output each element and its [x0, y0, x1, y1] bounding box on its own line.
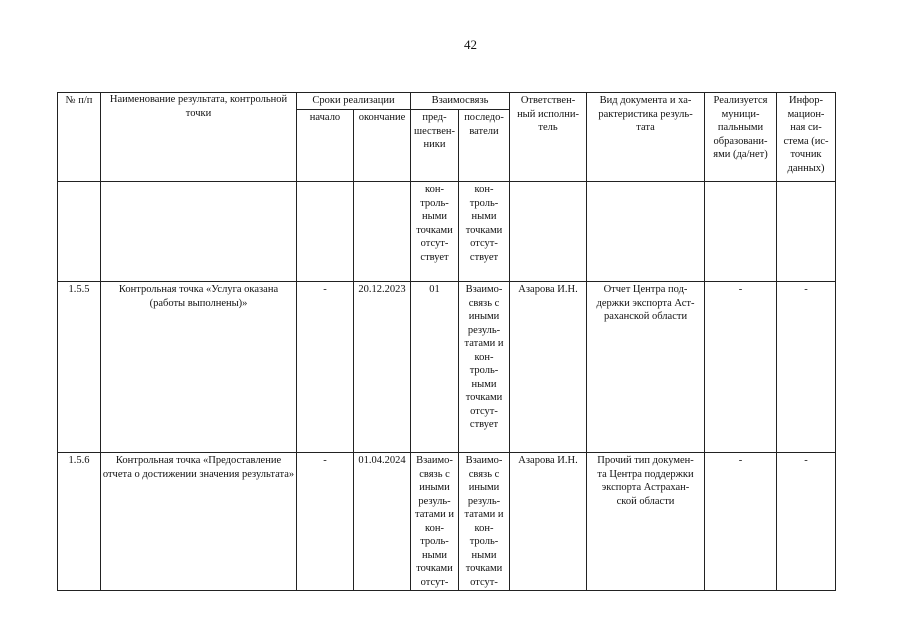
- row-responsible: [510, 182, 587, 282]
- row-name: Контрольная точка «Предоставление отчета о достижении значения результата»: [101, 453, 297, 591]
- row-num: 1.5.5: [58, 282, 101, 453]
- row-end: 01.04.2024: [354, 453, 411, 591]
- results-table: [57, 92, 836, 591]
- row-doc: [587, 182, 705, 282]
- row-end: [354, 182, 411, 282]
- header-successors: последо- ватели: [459, 110, 510, 182]
- row-end: 20.12.2023: [354, 282, 411, 453]
- row-start: -: [297, 282, 354, 453]
- table-row: [58, 182, 836, 282]
- row-doc: Прочий тип докумен- та Центра поддержки экспорта Астрахан- ской области: [587, 453, 705, 591]
- row-pred: Взаимо- связь с иными резуль- татами и кон- троль- ными точками отсут-: [411, 453, 459, 591]
- header-row-1: [58, 93, 836, 110]
- row-name: [101, 182, 297, 282]
- header-responsible: Ответствен- ный исполни- тель: [510, 93, 587, 182]
- row-num: 1.5.6: [58, 453, 101, 591]
- page-number: 42: [464, 37, 477, 52]
- row-municipal: -: [705, 453, 777, 591]
- row-start: [297, 182, 354, 282]
- row-num: [58, 182, 101, 282]
- row-municipal: -: [705, 282, 777, 453]
- header-num: № п/п: [58, 93, 101, 182]
- header-relation: Взаимосвязь: [411, 93, 510, 110]
- header-info-system: Инфор- мацион- ная си- стема (ис- точник данных): [777, 93, 836, 182]
- row-start: -: [297, 453, 354, 591]
- row-succ: Взаимо- связь с иными резуль- татами и кон- троль- ными точками отсут-: [459, 453, 510, 591]
- row-info: -: [777, 453, 836, 591]
- row-responsible: Азарова И.Н.: [510, 282, 587, 453]
- row-succ: кон- троль- ными точками отсут- ствует: [459, 182, 510, 282]
- row-doc: Отчет Центра под- держки экспорта Аст- раханской области: [587, 282, 705, 453]
- header-municipal: Реализуется муници- пальными образовани- ями (да/нет): [705, 93, 777, 182]
- row-responsible: Азарова И.Н.: [510, 453, 587, 591]
- header-start: начало: [297, 110, 354, 182]
- row-name: Контрольная точка «Услуга оказана (работы выполнены)»: [101, 282, 297, 453]
- header-name: Наименование результата, контрольной точки: [101, 93, 297, 182]
- table-row: [58, 453, 836, 591]
- row-info: -: [777, 282, 836, 453]
- row-succ: Взаимо- связь с иными резуль- татами и кон- троль- ными точками отсут- ствует: [459, 282, 510, 453]
- header-terms: Сроки реализации: [297, 93, 411, 110]
- row-pred: 01: [411, 282, 459, 453]
- header-doc-type: Вид документа и ха- рактеристика резуль- тата: [587, 93, 705, 182]
- row-pred: кон- троль- ными точками отсут- ствует: [411, 182, 459, 282]
- row-municipal: [705, 182, 777, 282]
- header-predecessors: пред- шествен- ники: [411, 110, 459, 182]
- table-row: [58, 282, 836, 453]
- header-end: окончание: [354, 110, 411, 182]
- row-info: [777, 182, 836, 282]
